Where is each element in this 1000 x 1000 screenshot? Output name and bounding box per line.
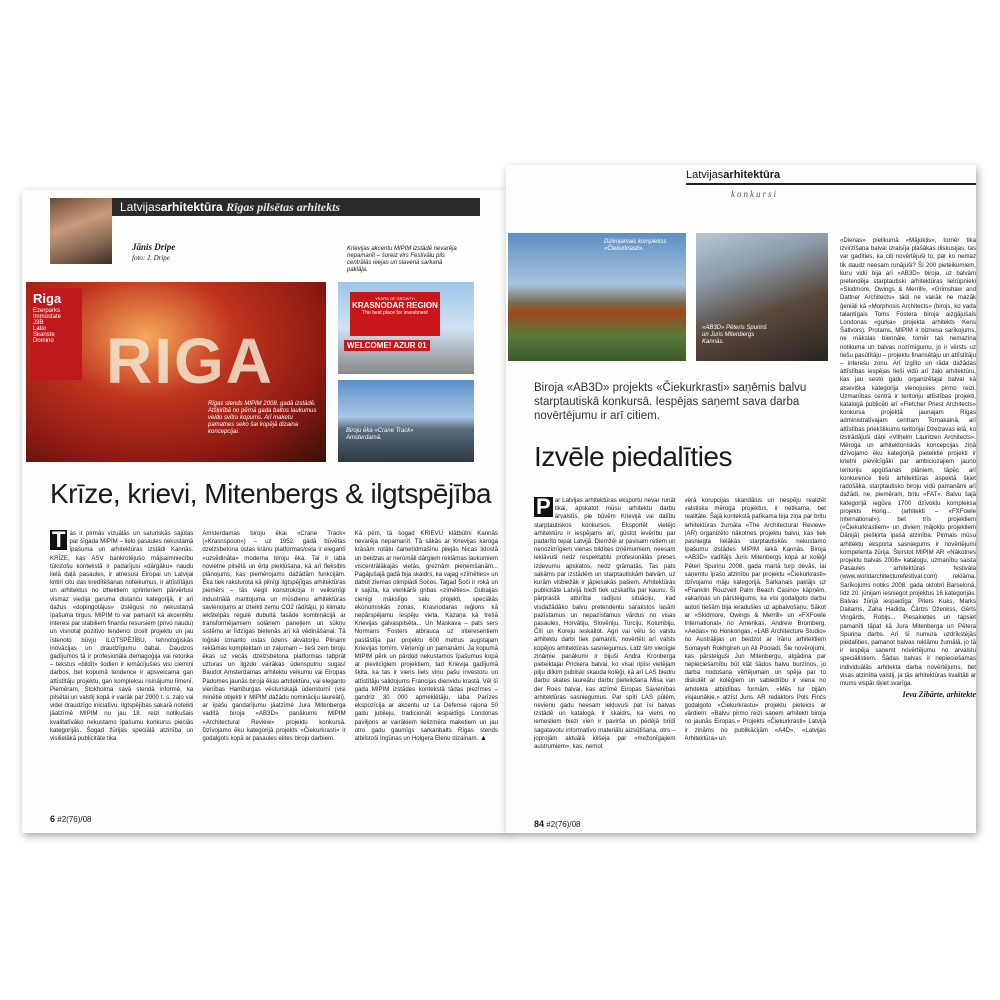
issue-number: #2(76)/08 xyxy=(546,820,581,829)
riga-sign xyxy=(30,288,82,380)
text-column xyxy=(534,497,676,811)
riga-sign-item: Ezerparks xyxy=(33,308,61,314)
header-brand-bold: arhitektūra xyxy=(160,200,223,214)
architects-photo xyxy=(696,233,828,361)
riga-letters-sculpture: RIGA xyxy=(106,325,274,397)
riga-sign-item: Skanste xyxy=(33,332,55,338)
header-brand-light: Latvijas xyxy=(686,169,724,181)
end-mark: ▲ xyxy=(480,735,487,743)
text-column xyxy=(202,530,345,806)
page-number-value: 6 xyxy=(50,814,56,824)
article-headline: Krīze, krievi, Mitenbergs & ilgtspējība xyxy=(50,478,492,509)
page-number xyxy=(50,814,92,824)
article-columns xyxy=(50,530,498,806)
drop-cap: P xyxy=(536,497,551,519)
right-magazine-page xyxy=(506,165,976,833)
riga-sign-item: Latio xyxy=(33,326,47,332)
author-byline xyxy=(132,242,175,262)
column-text: Amsterdamas biroju ēkai «Crane Track» («Krasnspoon») – uz 1952. gadā būvētas dzelzsbetona ostas krānu platformas/ceļa ir elegantī «uzsēdināta» moderna biroju ēka. Tai ir laba novietne pilsētā un ērta piekļūšana, kā arī fleksibls plānojums, kas piemērojams dažādām funkcijām. Ēka tiek raksturota kā pilnīgi ilgtspējīgas arhitektūras piemērs – tās viegli konstrukcija ir veiksmīgi industriālā mantojuma un mūsdienu arhitektūras savienojums ar izteikti zemu CO2 rādītāju, jo klimatu iekštelpās regulē dubultā fasāde kombinācijā ar transformējamiem solāriem paneļiem un sūkņu sistēmu ar līdzīgas bietenās arī kā vēdināšanai. Tā loģiski izmanto ostas ūdens akvatoriju. Pilnami reklāmas komplektam un zaļumam – tieši zem biroju ēkas uz vecās dzelzsbetona platformas labprāt uzturas un ligzdo vairākas ūdensputnu sugas! Baudot Amsterdamas arhitektu veikumu vai Eiropas Padomes jaunās biroja ēkas arhitektūru, vai eleganto vienības Hamburgas vēsturiskajā ūdenstornī (visi minētie objekti ir MIPIM dažādu nomināciju laureāti), ar īpašu gandarījumu jāatzīmē Jura Mitenberga vadītā biroja «AB3D» panākums MIPIM «Architectural Review» projektu konkursā. Dzīvojamo ēku kategorijā projekts «Čiekurkrasti» ir godalgots kopā ar pasaules elites biroju darbiem. xyxy=(202,530,346,743)
riga-sign-title: Riga xyxy=(33,291,62,306)
krasnodar-billboard xyxy=(350,292,440,336)
right-page-header xyxy=(686,169,780,181)
welcome-banner: WELCOME! AZUR 01 xyxy=(344,340,430,351)
text-column xyxy=(50,530,193,806)
header-section: konkursi xyxy=(731,189,778,199)
krasnodar-photo xyxy=(338,282,474,374)
architects-caption: «AB3D» Pēteris Spurinš un Juris Mitenbergs Kannās. xyxy=(702,325,767,345)
billboard-line: YEARS OF GROWTH xyxy=(375,296,415,301)
author-portrait-photo xyxy=(50,198,112,264)
photo-credit: foto: J. Dripe xyxy=(132,254,170,262)
article-columns xyxy=(534,497,826,811)
krasnodar-caption: Krievijas akcentu MIPIM izstādē nevarēja nepamanīt – šoreiz virs Festivālu pils centrālās ieejas un slavenā sarkanā paklāja. xyxy=(347,246,457,273)
crane-track-photo xyxy=(338,380,474,462)
article-signature: Ieva Zibārte, arhitekte xyxy=(902,690,976,700)
drop-cap: T xyxy=(52,530,66,552)
page-number xyxy=(534,819,581,829)
page-number-value: 84 xyxy=(534,819,545,829)
header-brand-light: Latvijas xyxy=(120,200,161,214)
complex-caption: Dzīvojamais komplekss «Čiekurkrasti». xyxy=(604,239,667,252)
billboard-line: KRASNODAR REGION xyxy=(352,301,438,310)
article-headline: Izvēle piedalīties xyxy=(534,441,733,472)
left-magazine-page xyxy=(22,190,508,833)
riga-stand-photo xyxy=(26,282,326,462)
riga-sign-item: Domino xyxy=(33,338,54,344)
column-text: ar Latvijas arhitektūras eksportu nevar runāt tikai, apskatot mūsu arhitektu darbu ārvalstīs, pie būvēm Krievijā vai dalību starptautiskos konkursos. Eksportēt vietējo arhitektūru ir iespējams arī, gūstot ievērību par padarīto tepat Latvijā. Diemžēl ar pavisam retiem un nenozīmīgiem vienas bildītes izņēmumiem, neesam ieklāvuši nedz respektablu profesionālās preses izdevumu apskatos, nedz grāmatās. Tas pats sakāms par izstādēm un starptautiskām balvām, uz kurām visbiežāk ir jāpiesakās pašiem. Arhitektūras publicitāte Latvijā bieži tiek uzskatīta par kaunu. Šī pārprastā atturība radījusi situāciju, kad visdažādāko balvu pretendentu sarakstos lasām pazīstamus un nepazīstamus vārdus no visas pasaules, Horvātiju, Slovēniju, Turciju, Kolumbiju, Čīli un Koreju ieskaitot. Agri vai vēlu šo valstu arhitektu darbi tiek pamanīti, novērtēti arī valsts kopējos arhitektūras sasniegumus. Lidz šim vienīgie zināmie panākumi ir bijuši Andra Kronberga pieteiktajai Prickera balvai, ko visai ripīsi vietējam pilju dilkim publiski skauda kolēģi, kā arī LAS biedru darbu skates laureātu darbu pieteikšana Misa van der Roes balvai, kas atzīmē Eiropas Savienības arhitektūras sasniegumus. Par spīti LAS pūlēm, nevienu gadu neesam iekļuvuši pat īsi balvas izstādē un katalogā. Ir skaidrs, ka viens no iemesliem biezi vien ir pavirša un pēdējā brīdī sagatavotu informatīvo materiālu aizsūtīšana, otrs – joprojām aktuālā kilšeja par «mežonīgajiem austrumiem», kas, nemot xyxy=(534,497,676,751)
side-text-column xyxy=(840,237,976,833)
crane-caption: Biroju ēka «Crane Track» Amsterdamā. xyxy=(346,428,414,441)
column-text: ās ir pirmās vizuālās un saturiskās sajūtas par šīgada MIPIM – lielo pasaules nekustamā īpašuma un arhitektūras izstādi Kannās. KRĪZE, kas ASV bankrotējušo mājsaimniecību tūkstošu kontekstā ir padarījusi «dārgāku» naudu lielā daļā pasaules, ir atnesusi Eiropai un Latvijai kritiri citu das kredītēšanas noteikumus, ir attīstītājus un arhitektus no iztiektiem sprinteriem pārvērtusi vismaz viedija garuma distanču kategorijā, ir arī dažus «dopingotājus» izslēgusi no nekustamā īpašuma tirgus. MIPIM to var pamanīt kā akcentētu interesi par stabiliem finanšu resursiem (privo naudu) un visnotaļ pozitīvo tendenci izcelt projektu un jau īstenoto būvju ILGTSPĒJĪBU, tehnoloģiskās inovācijas un draudzīgumu dabai. Daudzos gadījumos tā ir profesionāla demagoģija vai retorika – tekstus «bildīt» šodien ir iemācījušies visi ciemiņi darbos, bet kopumā tendence ir apsveicama gan attīstītāju projektu, gan kompleksu risinājumu līmenī. Piemēram, Stokholma savā stendā informē, ka pilsētai un valstij kopā ir vairāk par 2000 t. s. zaļo vai videi draudzīgo iniciatīvu. Ilgtspējības sakarā noteikti jāatzīmē MIPIM nu jau 18. reizi notikušais kvalitatīvāko nekustamo īpašumu konkurss pieciās kategorijās. Šogad žūrijas speciālā atzinība un visilielākā publicitāte tika xyxy=(50,530,194,743)
text-column xyxy=(685,497,827,811)
issue-number: #2(76)/08 xyxy=(57,815,92,824)
column-text: «Dienas» pielikumā «Mājokļis», tornēr tika izvirzīšana balvai izraisīja plašākas diskusijas, tas var gadīties, ka citi novērtējuši to, par ko nemaz tik daudz neesam runājuši? Šī 200 pieteikumiem, kuru vidū bija arī «AB3D» biroja, uz balvām pretendēja starptautiski arhitektūras lielrūpnieki «Skidmore, Owings & Merrill», «Grimshaw and Dattner Architects» tādi ne vairāk ne mazāk ģeniāli kā «Morphosis Architects» (birojs, ko vada talantīgais Toms Fostera biroja aizgājušais Londonas «gurķa» projekta arhitekts Kens Šatlvors). Protams, MIPIM ir biznesa sarīkojums, ne mākslas biennāle, tomēr tas nemazina notikuma un balvas nozīmīgumu, jo ir vērsts uz tiešu pasūtītāju – projektu finansētāju un attīstītāju – interešu zonu. Arī izglīto un rāda dažādas attīstības iespējas tieši vidū arī zaļo arhitektūru, kas jau sesto gadu organizētajai balvai kā atsevišķa kategorija vienojusies pirmo reizi. Uzmanības centrā ir teritoriju attīstības projekti, katalogā publicēti arī «Fletcher Priest Architects» konkursa projektā jaunajam Rīgas administratīvajam centram Torņakalnā, arī attīstības priekšlikums teritorijai Dzelzavas ielā, ko izstrādājuši dāņi «Vilhelm Lauritzen Architects». Mēroga un arhitektoniskās koncepcijas ziņā dzīvojamo ēku kategorijā pieteiktie projekti ir krietni pievilcīgāki par ambiciozajiem jauno teritoriju apgūšanas plāniem, tāpēc arī konkurence tieši arhitektūras aspektā šķiet radošāka, starptautisko biroju vidū pamanāmi arī dažādi, ne, piemēram, britu «FAT». Balvu šajā kategorijā iegūva 1700 dzīvokļu kompleksa projekts Hong... (arhitekti – «FXFowle International»), bet trīs projektiem («Čiekurkrastiem» un diviem mājokļu projektiem Dānijā) piešķirta īpašā atzinība. Pirmais mūsu arhitektu eksporta sasniegums ir novērtējumi kompetenta žūrija. Šķirstot MIPIM AR «Nākotnes projektu balvas 2008» katalogu, uzmanību saista Pasaules arhitektūras festivāla (www.worldarchitecturefestival.com) reklāma. Sarīkojums notiks 2008. gada oktobrī Barselonā, līdz 20. jūnijam iesniegot projektus 16 kategorijās. Balvas žūrijā iespaidīga: Piters Kuks, Marks Daitams, Zaha Hadida, Čārlzs Dženkss, Gērts Vingārds, Robijs... Piesakieties un tapsiet pamanīti tāpat kā Jura Mitenberga un Pētera Spuriņa darbs. Arī šī numura uzdrīkstējās piedalīties, pamanot balvas reklāmu žurnālā, jo tā ir iespēja saņemt novērtējumu no arvalstu speciālistiem. Šādas balvas ir nepieciešamas individuālās arhitekta darba novērtējums, bet visas atzinība valstij, ja tās arhitektūras kvalitāti ar mums vispār šķiet svarīga. xyxy=(840,237,976,687)
riga-sign-item: Immostate xyxy=(33,314,62,320)
column-text: Kā pēm, tā šogad KRIEVU klātbūtni Kannās nevarēja nepamanīt. Tā sākās ar Krievijas karoga krāsām rotātu čarterlidmašīnu pilejās Nicas lidostā un beidzas ar neromāli dārgiem reklāmas laukumiem viscentrālākajās vietās, greznām pieņemšanām... Pagājušajā gadā bija skaidrs, ka vajag «zīmēties» un dabūt ziemas olimpiādi Sočos. Tagad Soči ir rokā un ir sajūta, ka vienkārši gribas «zīmēties». Dubaijas cienīgi mākslīgo salu projekti, speciālās ekonomiskās zonas, Krasnodaras reģions kā nepārspējamu iespēju vieta, Kazaņa kā trešā Krievijas galvaspilsēta... Un Maskava – pats sers Normans Fosters atbrauca uz interesentiem pastāstīja par projektu 600 metrus augstajam Krievijas tornim. Vērienīgi un pamanāmi. Ja kopumā MIPIM pērk un pārdod nekustamos īpašumus kopā ar pievilcīgiem projektiem, tad Krievija gadījumā šķita, ka tas ir viens liels viņu pašu investoru un attīstītāju salidojums Francijas dienvidu krastā. Vēl šī gada MIPIM izstādes kontekstā tādas piezīmes – gandrīz 30 000 apmeklētāju, laba Parīzes ekspozīcija ar akcentu uz La Defense rajona 50 gadu jubileju, tradicionāli iespaidīgs Londonas paviljons ar vairākiem lielizmēra maketiem un jau otro gadu gaumīgs sarkanbalts Rīgas stends atbilstoši Ingūnas un Holgera Elenu dizainam. xyxy=(354,530,498,743)
header-rule xyxy=(686,183,976,185)
left-page-header xyxy=(112,198,480,216)
header-brand-bold: arhitektūra xyxy=(723,169,781,181)
article-lead: Biroja «AB3D» projekts «Čiekurkrasti» saņēmis balvu starptautiskā konkursā. Iespējas saņemt sava darba novērtējumu ir arī citiem. xyxy=(534,382,807,422)
text-column xyxy=(355,530,498,806)
residential-complex-photo xyxy=(508,233,686,361)
riga-sign-item: J3B xyxy=(33,320,44,326)
riga-caption: Rīgas stends MIPIM 2008. gadā izstādē. Atšķirībā no pērnā gada baltos laukumus veido svītru kopums. Arī maketu pamatnes seko šai kopējā dizaina koncepcijai. xyxy=(208,401,317,435)
author-name: Jānis Dripe xyxy=(132,242,176,252)
billboard-line: The best place for investment xyxy=(362,310,428,316)
header-section: Rīgas pilsētas arhitekts xyxy=(226,200,341,214)
column-text: vērā korupcijas skandālus un nespēju realizēt valstiska mēroga projektus, ir netikama, bet realitāte. Šajā kontekstā patīkama bija ziņa par britu arhitektūras žurnāla «The Architectural Review» (AR) organizēto nākotnes projektu balvu, kas tiek pasniegta lielākās starptautiskās nekustamo īpašumu izstādes MIPIM laikā Kannās. Biroja «AB3D» vadītājs Juris Mitenbergs kopā ar kolēģi Pēteri Spuriņu 2008. gada martā turp devās, lai saņemtu īpašo atzinību par projektu «Čiekurkrasti» dzīvojamo māju kategorijā. Sarkanais paklājs uz «Franklin Rouzvelt Palm Beach Casino» kāpņēm, vakariņas un pārsteigums, ka visi godalgoto darbu autori tiešām bija ieradušies uz apbalvošanu. Sākot ar «Skidmore, Owings & Merrill» un «FXFowle International» no Amerikas, Andrew Bromberg, «Aedas» no Honkongas, «LAB Architecture Studio» no Austrālijas un beidzot ar īrānu arhitektiem Somayeh Rokhgireh un Ali Pooladi. Šie novērojumi, kas pārsteiguši Juri Mitenbergu, atgādina par nepieciešamību būt klāt šādos balvu burzīnos, jo darba nodošana vērtējumam un spēja par to diskutēt ar kolēģiem un sabiedrību ir viena no arhitekta atbildības formām. «Mēs tur bijām visjaunākie,» atzīst Juris. AR redaktors Pols Finčs godalgoto «Čiekurkrastu» projektu pieteicis ar vārdiem: «Balvu pirmo reizi saņem arhitekti biroja no jaunās Eiropas.» Projekts «Čiekurkrasti» Latvijā ir zināms no publikācijām «A4D», «Latvijas Arhitektūra» un xyxy=(684,497,826,742)
